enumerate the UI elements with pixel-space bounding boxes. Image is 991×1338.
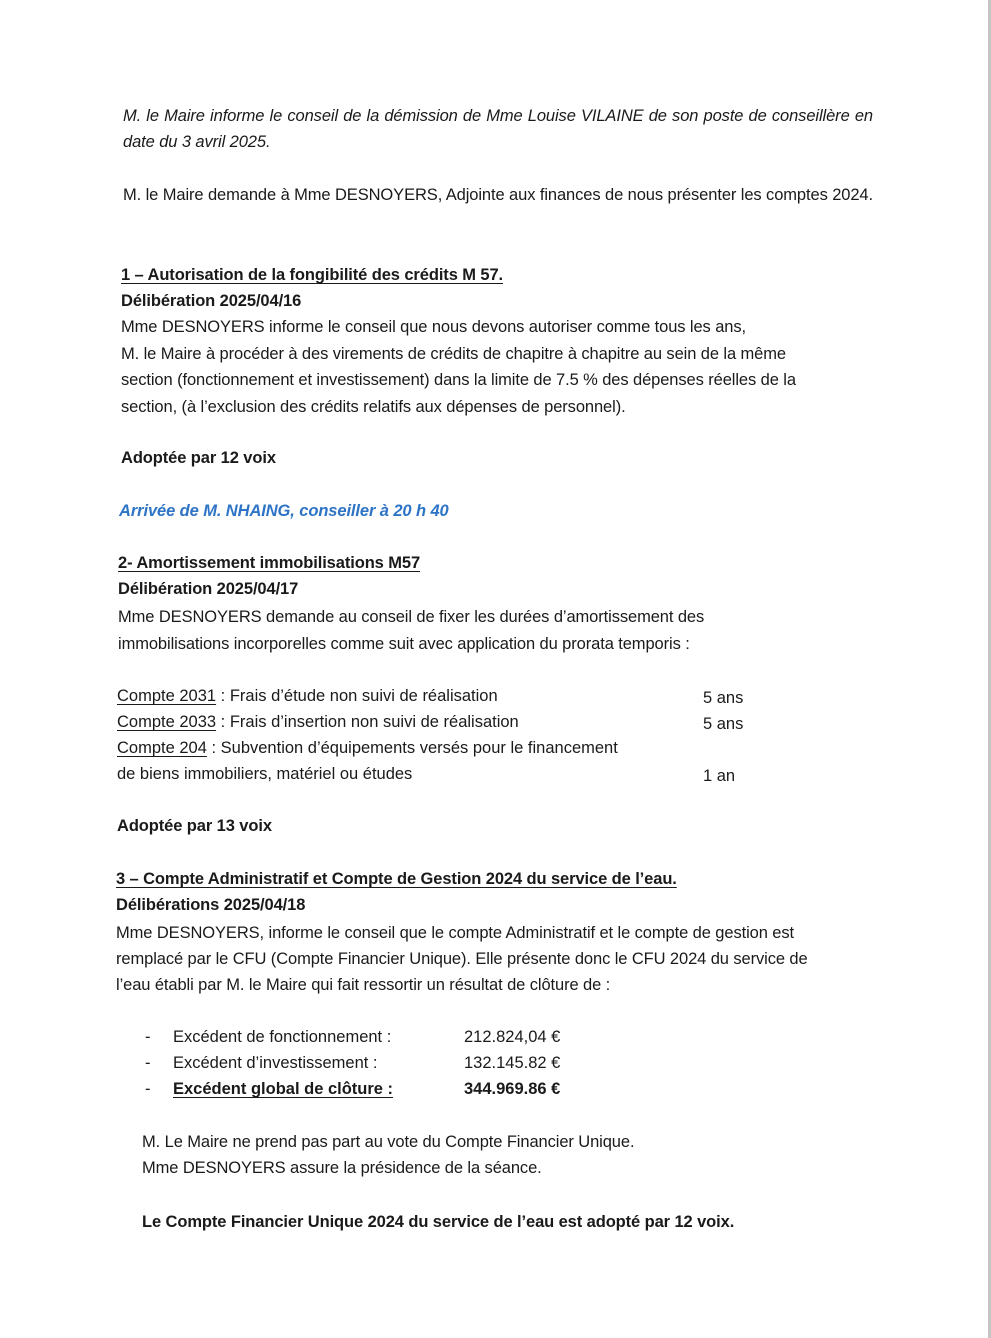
section2-body-line: immobilisations incorporelles comme suit avec application du prorata temporis : bbox=[118, 635, 690, 653]
section1-body-line: section, (à l’exclusion des crédits relatifs aux dépenses de personnel). bbox=[121, 398, 626, 416]
account-duration: 5 ans bbox=[703, 689, 744, 707]
result-label: Excédent d’investissement : bbox=[173, 1054, 378, 1072]
section2-deliberation: Délibération 2025/04/17 bbox=[118, 580, 299, 598]
section3-body-line: Mme DESNOYERS, informe le conseil que le compte Administratif et le compte de gestion est bbox=[116, 924, 794, 942]
section2-title: 2- Amortissement immobilisations M57 bbox=[118, 554, 421, 572]
section1-body-line: section (fonctionnement et investissement) dans la limite de 7.5 % des dépenses réelles de la bbox=[121, 371, 796, 389]
section1-vote: Adoptée par 12 voix bbox=[121, 449, 276, 467]
arrival-note: Arrivée de M. NHAING, conseiller à 20 h 40 bbox=[119, 502, 449, 520]
section3-conclusion: Le Compte Financier Unique 2024 du service de l’eau est adopté par 12 voix. bbox=[142, 1213, 735, 1231]
section2-body-line: Mme DESNOYERS demande au conseil de fixer les durées d’amortissement des bbox=[118, 608, 705, 626]
account-description: : Frais d’insertion non suivi de réalisation bbox=[216, 713, 519, 731]
section1-title: 1 – Autorisation de la fongibilité des crédits M 57. bbox=[121, 266, 504, 284]
list-bullet: - bbox=[145, 1080, 151, 1098]
section1-body-line: Mme DESNOYERS informe le conseil que nous devons autoriser comme tous les ans, bbox=[121, 318, 746, 336]
account-duration: 5 ans bbox=[703, 715, 744, 733]
section1-deliberation: Délibération 2025/04/16 bbox=[121, 292, 302, 310]
account-description: : Frais d’étude non suivi de réalisation bbox=[216, 687, 498, 705]
account-code: Compte 204 bbox=[117, 739, 207, 757]
section1-body-line: M. le Maire à procéder à des virements de crédits de chapitre à chapitre au sein de la même bbox=[121, 345, 786, 363]
account-row bbox=[117, 735, 618, 761]
section3-title: 3 – Compte Administratif et Compte de Gestion 2024 du service de l’eau. bbox=[116, 870, 677, 888]
result-amount-total: 344.969.86 € bbox=[464, 1080, 561, 1098]
result-label: Excédent de fonctionnement : bbox=[173, 1028, 392, 1046]
list-bullet: - bbox=[145, 1054, 151, 1072]
account-code: Compte 2031 bbox=[117, 687, 217, 705]
account-row bbox=[117, 683, 498, 709]
resignation-paragraph: M. le Maire informe le conseil de la démission de Mme Louise VILAINE de son poste de conseillère en date du 3 avril 2025. bbox=[123, 107, 873, 151]
account-description: : Subvention d’équipements versés pour le financement bbox=[206, 739, 618, 757]
section2-vote: Adoptée par 13 voix bbox=[117, 817, 272, 835]
request-paragraph: M. le Maire demande à Mme DESNOYERS, Adjointe aux finances de nous présenter les comptes 2024. bbox=[123, 186, 873, 204]
list-bullet: - bbox=[145, 1028, 151, 1046]
account-row bbox=[117, 709, 519, 735]
section3-body-line: l’eau établi par M. le Maire qui fait ressortir un résultat de clôture de : bbox=[116, 976, 611, 994]
result-label-total: Excédent global de clôture : bbox=[173, 1080, 394, 1098]
section3-deliberation: Délibérations 2025/04/18 bbox=[116, 896, 306, 914]
account-code: Compte 2033 bbox=[117, 713, 217, 731]
section3-body-line: remplacé par le CFU (Compte Financier Unique). Elle présente donc le CFU 2024 du service de bbox=[116, 950, 808, 968]
result-amount: 212.824,04 € bbox=[464, 1028, 561, 1046]
account-continuation: de biens immobiliers, matériel ou études bbox=[117, 765, 413, 783]
account-duration: 1 an bbox=[703, 767, 736, 785]
section3-note: Mme DESNOYERS assure la présidence de la séance. bbox=[142, 1159, 542, 1177]
section3-note: M. Le Maire ne prend pas part au vote du Compte Financier Unique. bbox=[142, 1133, 635, 1151]
result-amount: 132.145.82 € bbox=[464, 1054, 561, 1072]
